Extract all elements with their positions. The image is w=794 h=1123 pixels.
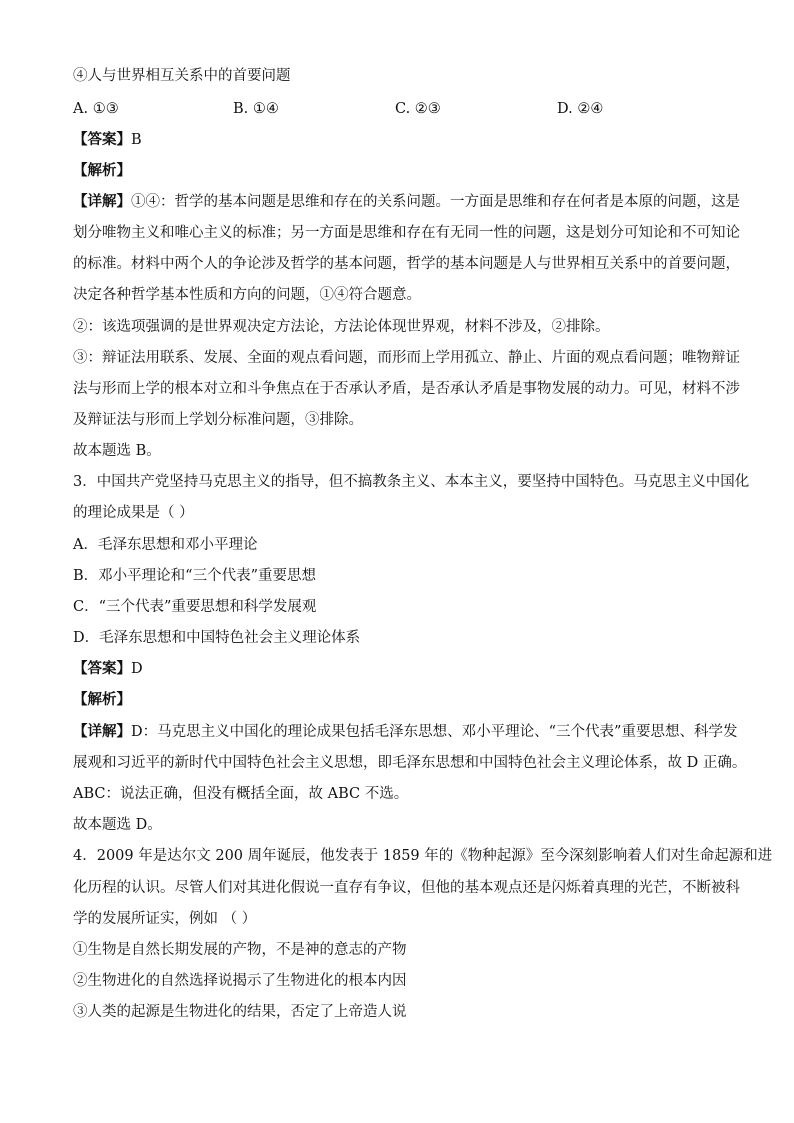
q3-option-c: C．“三个代表”重要思想和科学发展观 xyxy=(73,599,317,615)
q4-option-2: ②生物进化的自然选择说揭示了生物进化的根本内因 xyxy=(73,973,407,989)
q4-option-1: ①生物是自然长期发展的产物，不是神的意志的产物 xyxy=(73,942,407,958)
q2-choice-b: B. ①④ xyxy=(233,101,279,117)
q2-detail-line-3: 的标准。材料中两个人的争论涉及哲学的基本问题，哲学的基本问题是人与世界相互关系中的首要问题， xyxy=(73,256,740,272)
q2-note-2: ②：该选项强调的是世界观决定方法论，方法论体现世界观，材料不涉及，②排除。 xyxy=(73,319,610,335)
q3-note-abc: ABC：说法正确，但没有概括全面，故 ABC 不选。 xyxy=(73,786,409,802)
q2-detail-line-2: 划分唯物主义和唯心主义的标准；另一方面是思维和存在有无同一性的问题，这是划分可知论和不可知论 xyxy=(73,225,740,241)
q2-note-3-line-2: 法与形而上学的根本对立和斗争焦点在于否承认矛盾，是否承认矛盾是事物发展的动力。可见，材料不涉 xyxy=(73,381,740,397)
answer-value: B xyxy=(131,132,142,148)
answer-tag: 【答案】 xyxy=(73,660,131,677)
answer-value: D xyxy=(131,661,143,677)
q3-option-a: A．毛泽东思想和邓小平理论 xyxy=(73,537,258,553)
q3-detail-line-2: 展观和习近平的新时代中国特色社会主义思想，即毛泽东思想和中国特色社会主义理论体系，故 D 正确。 xyxy=(73,755,747,771)
q2-choice-c: C. ②③ xyxy=(395,101,441,117)
q2-choice-a: A. ①③ xyxy=(73,101,119,117)
q3-answer xyxy=(73,659,143,679)
q4-stem-line-2: 化历程的认识。尽管人们对其进化假说一直存有争议，但他的基本观点还是闪烁着真理的光芒，不断被科 xyxy=(73,880,740,896)
q3-analysis-heading: 【解析】 xyxy=(73,691,131,708)
q2-analysis-heading: 【解析】 xyxy=(73,162,131,179)
q3-option-d: D．毛泽东思想和中国特色社会主义理论体系 xyxy=(73,630,361,646)
detail-text: ①④：哲学的基本问题是思维和存在的关系问题。一方面是思维和存在何者是本原的问题，这是 xyxy=(131,194,740,210)
q3-option-b: B．邓小平理论和“三个代表”重要思想 xyxy=(73,568,316,584)
detail-tag: 【详解】 xyxy=(73,193,131,210)
q4-option-3: ③人类的起源是生物进化的结果，否定了上帝造人说 xyxy=(73,1004,407,1020)
q2-detail-line-4: 决定各种哲学基本性质和方向的问题，①④符合题意。 xyxy=(73,287,421,303)
q3-stem-line-1: 3．中国共产党坚持马克思主义的指导，但不搞教条主义、本本主义，要坚持中国特色。马克思主义中国化 xyxy=(73,474,750,490)
q2-option-4: ④人与世界相互关系中的首要问题 xyxy=(73,68,291,84)
q2-choice-d: D. ②④ xyxy=(557,101,604,117)
q4-stem-line-1: 4．2009 年是达尔文 200 周年诞辰，他发表于 1859 年的《物种起源》至今深刻影响着人们对生命起源和进 xyxy=(73,848,773,864)
detail-tag: 【详解】 xyxy=(73,723,131,740)
q3-stem-line-2: 的理论成果是（ ） xyxy=(73,505,194,521)
q2-note-3-line-1: ③：辩证法用联系、发展、全面的观点看问题，而形而上学用孤立、静止、片面的观点看问题；唯物辩证 xyxy=(73,350,740,366)
q2-detail-line-1 xyxy=(73,192,740,212)
q2-answer xyxy=(73,130,142,150)
q2-conclusion: 故本题选 B。 xyxy=(73,443,161,459)
answer-tag: 【答案】 xyxy=(73,131,131,148)
q3-conclusion: 故本题选 D。 xyxy=(73,817,162,833)
detail-text: D：马克思主义中国化的理论成果包括毛泽东思想、邓小平理论、“三个代表”重要思想、科学发 xyxy=(131,724,738,740)
q2-note-3-line-3: 及辩证法与形而上学划分标准问题，③排除。 xyxy=(73,412,363,428)
q3-detail-line-1 xyxy=(73,722,737,742)
q4-stem-line-3: 学的发展所证实，例如 （ ） xyxy=(73,911,257,927)
